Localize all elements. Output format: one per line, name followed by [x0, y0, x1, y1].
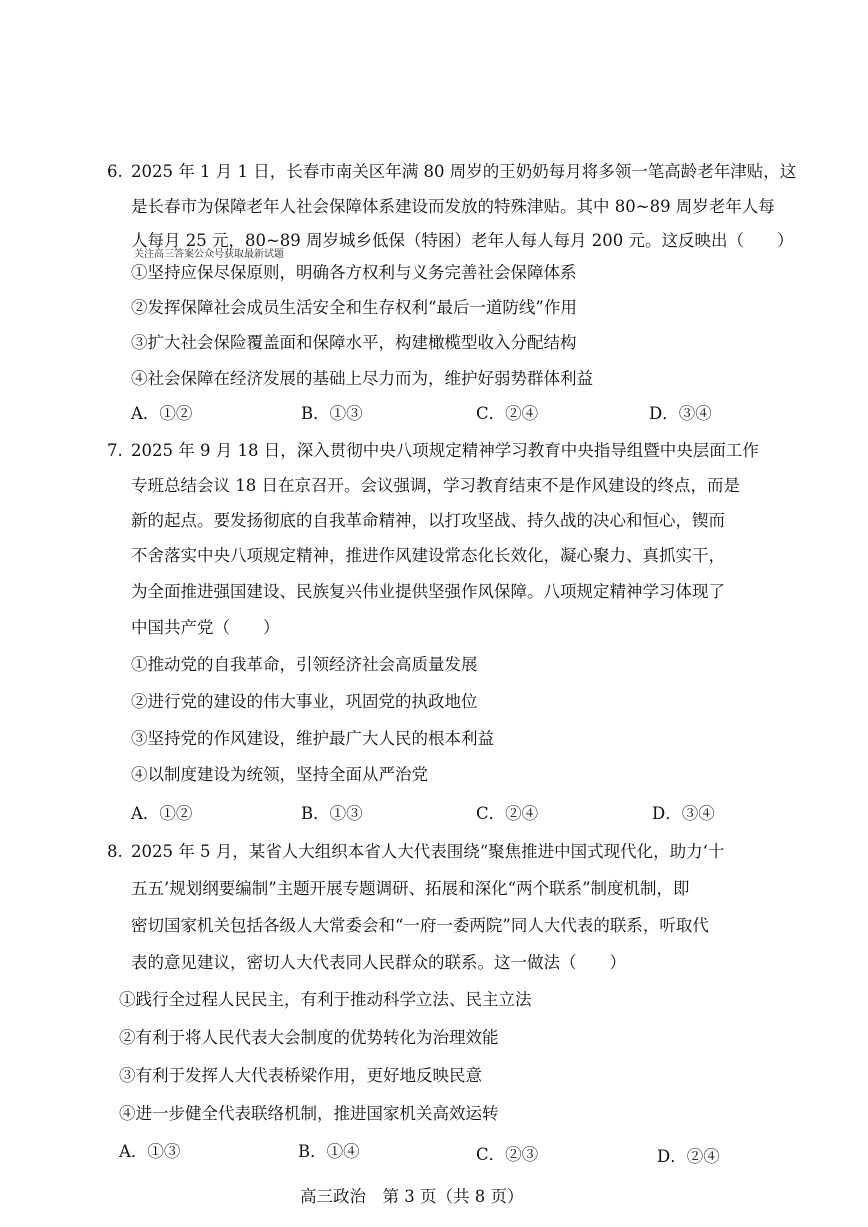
option-a: A．①②	[131, 404, 193, 423]
statement-item: ④进一步健全代表联络机制，推进国家机关高效运转	[119, 1104, 499, 1123]
statement-item: ③有利于发挥人大代表桥梁作用，更好地反映民意	[119, 1066, 482, 1085]
page-footer: 高三政治 第 3 页（共 8 页）	[300, 1187, 524, 1206]
question-stem-line: 不舍落实中央八项规定精神，推进作风建设常态化长效化，凝心聚力、真抓实干，	[131, 546, 725, 565]
option-a: A．①③	[119, 1142, 181, 1161]
question-stem-line: 新的起点。要发扬彻底的自我革命精神，以打攻坚战、持久战的决心和恒心，锲而	[131, 511, 725, 530]
statement-item: ④以制度建设为统领，坚持全面从严治党	[131, 765, 428, 784]
statement-item: ②进行党的建设的伟大事业，巩固党的执政地位	[131, 692, 478, 711]
question-number: 6.	[107, 162, 123, 181]
question-stem-line: 人每月 25 元，80~89 周岁城乡低保（特困）老年人每人每月 200 元。这反映出（ ）	[131, 231, 794, 250]
option-c: C．②④	[476, 804, 539, 823]
question-stem-line: 五五’规划纲要编制”主题开展专题调研、拓展和深化“两个联系”制度机制，即	[131, 879, 690, 898]
option-d: D．②④	[657, 1147, 720, 1166]
question-stem-line: 2025 年 9 月 18 日，深入贯彻中央八项规定精神学习教育中央指导组暨中央层面工作	[131, 441, 759, 460]
question-stem-line: 表的意见建议，密切人大代表同人民群众的联系。这一做法（ ）	[131, 953, 626, 972]
option-d: D．③④	[649, 404, 712, 423]
question-stem-line: 为全面推进强国建设、民族复兴伟业提供坚强作风保障。八项规定精神学习体现了	[131, 582, 725, 601]
watermark-text: 关注高三答案公众号获取最新试题	[134, 249, 284, 260]
statement-item: ②有利于将人民代表大会制度的优势转化为治理效能	[119, 1028, 499, 1047]
question-stem-line: 是长春市为保障老年人社会保障体系建设而发放的特殊津贴。其中 80~89 周岁老年人每	[131, 197, 775, 216]
statement-item: ②发挥保障社会成员生活安全和生存权利“最后一道防线”作用	[131, 298, 577, 317]
option-c: C．②③	[476, 1145, 539, 1164]
statement-item: ④社会保障在经济发展的基础上尽力而为，维护好弱势群体利益	[131, 369, 593, 388]
option-b: B．①③	[301, 804, 363, 823]
statement-item: ③坚持党的作风建设，维护最广大人民的根本利益	[131, 729, 494, 748]
option-d: D．③④	[652, 804, 715, 823]
statement-item: ①坚持应保尽保原则，明确各方权利与义务完善社会保障体系	[131, 263, 577, 282]
statement-item: ①推动党的自我革命，引领经济社会高质量发展	[131, 655, 478, 674]
question-stem-line: 2025 年 5 月，某省人大组织本省人大代表围绕“聚焦推进中国式现代化，助力‘十	[131, 842, 725, 861]
question-number: 8.	[107, 842, 123, 861]
option-b: B．①③	[301, 404, 363, 423]
question-stem-line: 中国共产党（ ）	[131, 618, 280, 637]
statement-item: ①践行全过程人民民主，有利于推动科学立法、民主立法	[119, 990, 532, 1009]
question-stem-line: 2025 年 1 月 1 日，长春市南关区年满 80 周岁的王奶奶每月将多领一笔高龄老年津贴，这	[131, 162, 797, 181]
option-c: C．②④	[476, 404, 539, 423]
option-a: A．①②	[131, 804, 193, 823]
question-stem-line: 专班总结会议 18 日在京召开。会议强调，学习教育结束不是作风建设的终点，而是	[131, 476, 740, 495]
option-b: B．①④	[298, 1142, 360, 1161]
statement-item: ③扩大社会保险覆盖面和保障水平，构建橄榄型收入分配结构	[131, 333, 577, 352]
question-stem-line: 密切国家机关包括各级人大常委会和“一府一委两院”同人大代表的联系，听取代	[131, 916, 709, 935]
question-number: 7.	[107, 441, 123, 460]
